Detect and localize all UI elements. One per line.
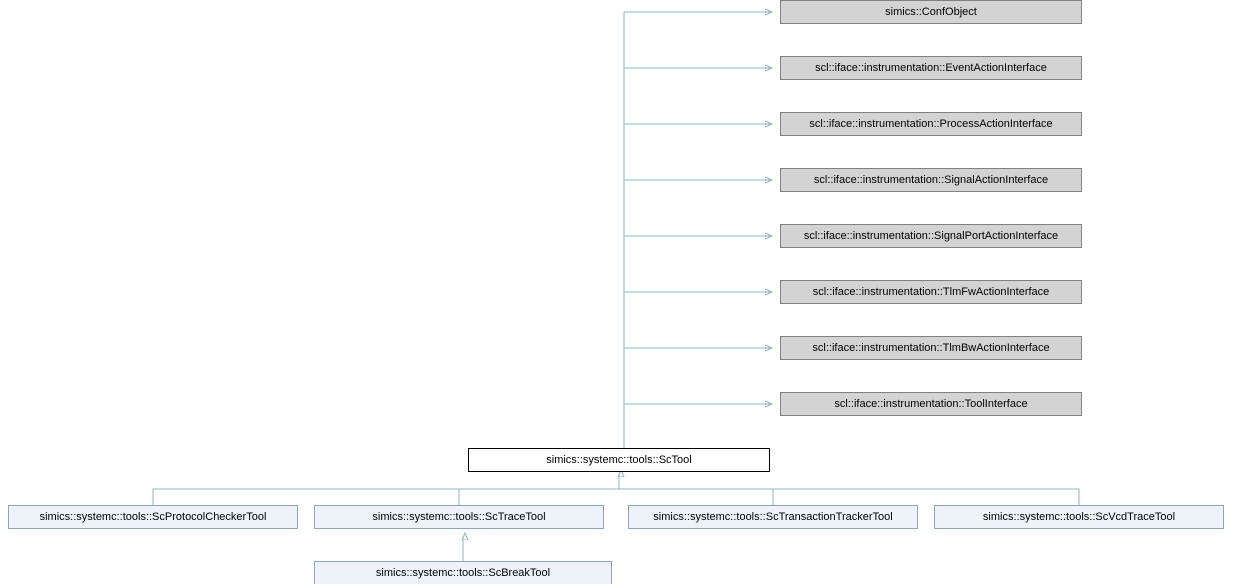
class-node-label: simics::systemc::tools::ScTool	[546, 453, 692, 466]
class-node-confobject[interactable]	[780, 0, 1082, 24]
class-node-toolinterface[interactable]	[780, 392, 1082, 416]
class-node-label: scl::iface::instrumentation::ToolInterface	[834, 397, 1028, 410]
class-node-scvcdtracetool[interactable]	[934, 505, 1224, 529]
class-node-label: simics::ConfObject	[885, 5, 977, 18]
class-node-processactioninterface[interactable]	[780, 112, 1082, 136]
class-node-label: scl::iface::instrumentation::SignalActionInterface	[813, 173, 1049, 186]
class-node-eventactioninterface[interactable]	[780, 56, 1082, 80]
class-node-label: scl::iface::instrumentation::EventActionInterface	[815, 61, 1047, 74]
class-node-sctransactiontrackertool[interactable]	[628, 505, 918, 529]
class-node-label: simics::systemc::tools::ScTraceTool	[372, 510, 546, 523]
class-node-label: simics::systemc::tools::ScBreakTool	[375, 566, 551, 579]
class-node-tlmbwactioninterface[interactable]	[780, 336, 1082, 360]
class-node-tlmfwactioninterface[interactable]	[780, 280, 1082, 304]
class-node-signalportactioninterface[interactable]	[780, 224, 1082, 248]
class-node-label: scl::iface::instrumentation::TlmBwActionInterface	[812, 341, 1050, 354]
class-node-scprotocolcheckertool[interactable]	[8, 505, 298, 529]
class-node-label: scl::iface::instrumentation::TlmFwActionInterface	[812, 285, 1050, 298]
class-node-label: scl::iface::instrumentation::ProcessActionInterface	[809, 117, 1053, 130]
class-node-label: simics::systemc::tools::ScVcdTraceTool	[982, 510, 1176, 523]
class-node-label: simics::systemc::tools::ScTransactionTrackerTool	[653, 510, 893, 523]
class-node-label: simics::systemc::tools::ScProtocolCheckerTool	[39, 510, 267, 523]
class-node-signalactioninterface[interactable]	[780, 168, 1082, 192]
class-node-sctracetool[interactable]	[314, 505, 604, 529]
class-node-sctool[interactable]	[468, 448, 770, 472]
class-node-scbreaktool[interactable]	[314, 561, 612, 584]
class-node-label: scl::iface::instrumentation::SignalPortActionInterface	[803, 229, 1059, 242]
